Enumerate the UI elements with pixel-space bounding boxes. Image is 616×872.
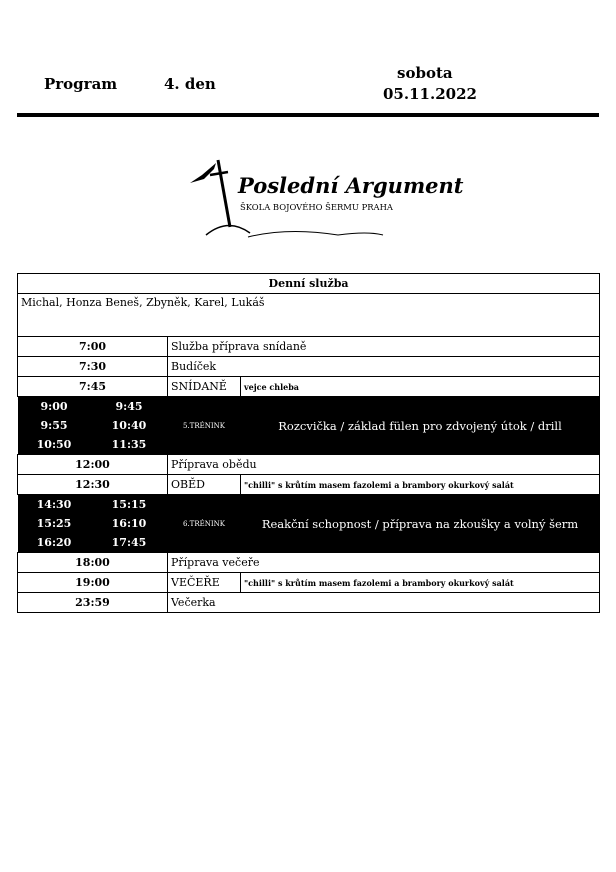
header-rule	[17, 113, 599, 117]
slot-start: 15:25	[18, 514, 91, 533]
meal-note: vejce chleba	[241, 377, 600, 397]
slot-end: 10:40	[91, 416, 168, 435]
time-cell: 12:00	[18, 455, 168, 475]
schedule-row	[18, 455, 600, 475]
duty-names: Michal, Honza Beneš, Zbyněk, Karel, Lukáš	[18, 294, 600, 337]
slot-end: 15:15	[91, 495, 168, 515]
schedule-row	[18, 553, 600, 573]
time-cell: 7:45	[18, 377, 168, 397]
activity-cell: OBĚD	[168, 475, 241, 495]
slot-end: 11:35	[91, 435, 168, 455]
activity-cell: VEČEŘE	[168, 573, 241, 593]
time-cell: 7:30	[18, 357, 168, 377]
training-label: 5.TRÉNINK	[168, 397, 241, 455]
training-description: Reakční schopnost / příprava na zkoušky a volný šerm	[241, 495, 600, 553]
schedule-row	[18, 337, 600, 357]
time-cell: 7:00	[18, 337, 168, 357]
meal-note: "chilli" s krůtím masem fazolemi a brambory okurkový salát	[241, 573, 600, 593]
activity-cell: Budíček	[168, 357, 600, 377]
schedule-row	[18, 593, 600, 613]
schedule-row	[18, 377, 600, 397]
date-label: 05.11.2022	[383, 85, 477, 103]
activity-cell: SNÍDANĚ	[168, 377, 241, 397]
slot-start: 16:20	[18, 533, 91, 553]
slot-start: 10:50	[18, 435, 91, 455]
time-cell: 18:00	[18, 553, 168, 573]
slot-end: 16:10	[91, 514, 168, 533]
meal-note: "chilli" s krůtím masem fazolemi a brambory okurkový salát	[241, 475, 600, 495]
weekday-label: sobota	[397, 64, 453, 82]
day-label: 4. den	[164, 75, 216, 93]
slot-end: 17:45	[91, 533, 168, 553]
duty-names-row	[18, 294, 600, 337]
duty-heading-row	[18, 274, 600, 294]
slot-end: 9:45	[91, 397, 168, 417]
activity-cell: Služba příprava snídaně	[168, 337, 600, 357]
sword-icon	[190, 160, 383, 237]
slot-start: 9:55	[18, 416, 91, 435]
activity-cell: Příprava večeře	[168, 553, 600, 573]
schedule-row	[18, 573, 600, 593]
school-logo	[188, 155, 464, 240]
schedule-row	[18, 475, 600, 495]
time-cell: 12:30	[18, 475, 168, 495]
activity-cell: Večerka	[168, 593, 600, 613]
slot-start: 9:00	[18, 397, 91, 417]
schedule-row	[18, 357, 600, 377]
training-block-row	[18, 397, 600, 417]
logo-subtitle: ŠKOLA BOJOVÉHO ŠERMU PRAHA	[240, 202, 393, 212]
training-block-row	[18, 495, 600, 515]
logo-title: Poslední Argument	[238, 173, 464, 198]
slot-start: 14:30	[18, 495, 91, 515]
duty-heading: Denní služba	[18, 274, 600, 294]
time-cell: 23:59	[18, 593, 168, 613]
training-description: Rozcvička / základ fülen pro zdvojený útok / drill	[241, 397, 600, 455]
training-label: 6.TRÉNINK	[168, 495, 241, 553]
activity-cell: Příprava obědu	[168, 455, 600, 475]
time-cell: 19:00	[18, 573, 168, 593]
schedule-table	[17, 273, 600, 613]
program-label: Program	[44, 75, 118, 93]
